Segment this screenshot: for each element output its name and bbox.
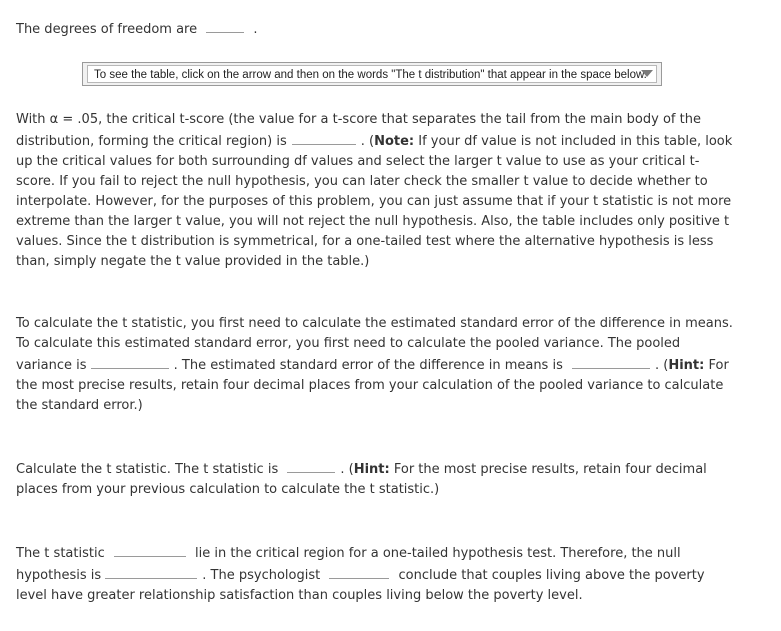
tstat-hint-label: Hint:	[353, 462, 390, 477]
conclusion-p4: conclude that couples living above the poverty level have greater relationship satisfaction than couples living below the poverty level.	[16, 568, 705, 603]
tstat-question	[16, 458, 738, 500]
critical-region-select[interactable]	[114, 542, 186, 557]
tstat-hint-text: For the most precise results, retain four decimal places from your previous calculation to calculate the t statistic.)	[16, 462, 707, 497]
null-hypothesis-select[interactable]	[105, 564, 197, 579]
critical-note-label: Note:	[374, 134, 415, 149]
standard-error-blank[interactable]	[572, 354, 650, 369]
se-hint-pre: . (	[655, 358, 669, 373]
conclusion-p3: . The psychologist	[202, 568, 321, 583]
critical-text: = .05, the critical t-score (the value for a t-score that separates the tail from the main body of the distribution, forming the critical region) is	[16, 112, 701, 149]
alpha-symbol: α	[49, 112, 59, 127]
se-question	[16, 314, 738, 416]
critical-note-text: If your df value is not included in this table, look up the critical values for both surrounding df values and select the larger t value to use as your critical t-score. If you fail to reject the null hypothesis, you can later check the smaller t value to decide whether to interpolate. However, for the purposes of this problem, you can just assume that if your t statistic is not more extreme than the larger t value, you will not reject the null hypothesis. Also, the table includes only positive t values. Since the t distribution is symmetrical, for a one-tailed test where the alternative hypothesis is less than, simply negate the t value provided in the table.)	[16, 134, 733, 269]
chevron-down-icon[interactable]	[641, 70, 653, 77]
se-intro: To calculate the t statistic, you first need to calculate the estimated standard error of the difference in means. To calculate this estimated standard error, you first need to calculate the pooled variance. The pooled variance is	[16, 316, 733, 373]
tstat-answer-blank[interactable]	[287, 458, 335, 473]
se-hint-label: Hint:	[668, 358, 705, 373]
df-label: The degrees of freedom are	[16, 22, 198, 37]
tstat-hint-pre: . (	[340, 462, 354, 477]
t-table-dropdown[interactable]	[82, 62, 662, 86]
conclusion-p2: lie in the critical region for a one-tailed hypothesis test. Therefore, the null hypothesis is	[16, 546, 681, 583]
pooled-variance-blank[interactable]	[91, 354, 169, 369]
df-question	[16, 18, 738, 40]
psychologist-select[interactable]	[329, 564, 389, 579]
se-mid: . The estimated standard error of the difference in means is	[173, 358, 563, 373]
conclusion-p1: The t statistic	[16, 546, 105, 561]
se-hint-text: For the most precise results, retain four decimal places from your calculation of the pooled variance to calculate the standard error.)	[16, 358, 729, 413]
df-end: .	[253, 22, 258, 37]
tstat-intro: Calculate the t statistic. The t statistic is	[16, 462, 279, 477]
df-answer-blank[interactable]	[206, 18, 244, 33]
critical-question	[16, 110, 738, 272]
critical-note-pre: . (	[360, 134, 375, 149]
critical-with: With	[16, 112, 46, 127]
conclusion-question	[16, 542, 738, 606]
t-table-dropdown-text: To see the table, click on the arrow and then on the words "The t distribution" that appear in the space below.	[87, 65, 657, 83]
critical-answer-blank[interactable]	[292, 130, 356, 145]
